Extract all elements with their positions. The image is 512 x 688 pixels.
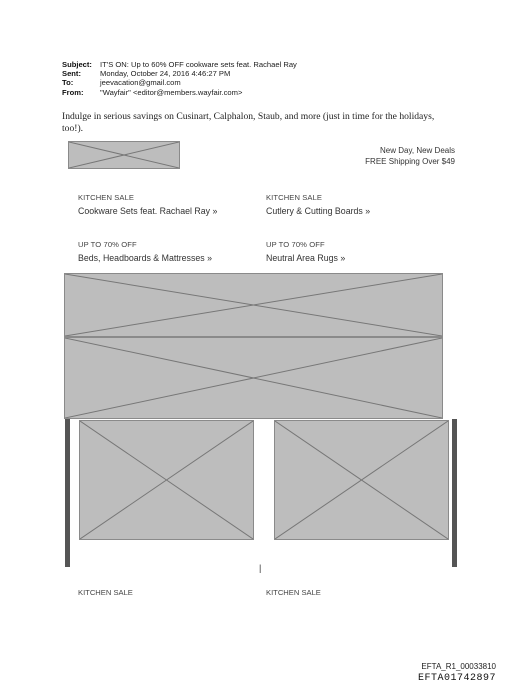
deal-link[interactable]: Cutlery & Cutting Boards »: [266, 206, 371, 216]
tagline-line-1: New Day, New Deals: [380, 146, 455, 155]
deal-link[interactable]: Cookware Sets feat. Rachael Ray »: [78, 206, 218, 216]
deal-cutlery[interactable]: [266, 193, 370, 216]
deal-beds[interactable]: [78, 240, 212, 263]
deal-link[interactable]: Neutral Area Rugs »: [266, 253, 346, 263]
to-value: jeevacation@gmail.com: [100, 78, 181, 88]
deal-rugs[interactable]: [266, 240, 345, 263]
tagline-line-2: FREE Shipping Over $49: [365, 156, 455, 166]
deal-label: KITCHEN SALE: [78, 193, 135, 202]
product-image-placeholder-1[interactable]: [79, 420, 254, 540]
deal-label: UP TO 70% OFF: [78, 240, 137, 249]
to-label: To:: [62, 78, 74, 88]
footer-label-2: KITCHEN SALE: [266, 588, 321, 597]
left-border-bar: [65, 419, 70, 567]
subject-label: Subject:: [62, 60, 92, 69]
footer-label-1: KITCHEN SALE: [78, 588, 133, 597]
deal-label: UP TO 70% OFF: [266, 240, 325, 249]
email-header: [62, 60, 297, 97]
product-image-placeholder-2[interactable]: [274, 420, 449, 540]
separator: |: [259, 563, 262, 573]
tagline: [365, 146, 455, 167]
from-value: "Wayfair" <editor@members.wayfair.com>: [100, 87, 243, 97]
right-border-bar: [452, 419, 457, 567]
banner-image-placeholder-2[interactable]: [64, 337, 443, 419]
deal-cookware[interactable]: [78, 193, 217, 216]
bates-number-2: EFTA01742897: [417, 673, 496, 684]
banner-image-placeholder-1[interactable]: [64, 273, 443, 337]
logo-image-placeholder[interactable]: [68, 141, 180, 169]
deal-label: KITCHEN SALE: [266, 193, 323, 202]
deal-link[interactable]: Beds, Headboards & Mattresses »: [78, 253, 212, 263]
from-label: From:: [62, 87, 84, 97]
subject-value: IT'S ON: Up to 60% OFF cookware sets feat. Rachael Ray: [100, 60, 297, 69]
sent-value: Monday, October 24, 2016 4:46:27 PM: [100, 69, 231, 79]
bates-number-1: EFTA_R1_00033810: [421, 662, 496, 671]
intro-text: Indulge in serious savings on Cusinart, Calphalon, Staub, and more (just in time for the holidays, too!).: [62, 111, 435, 134]
sent-label: Sent:: [62, 69, 81, 79]
